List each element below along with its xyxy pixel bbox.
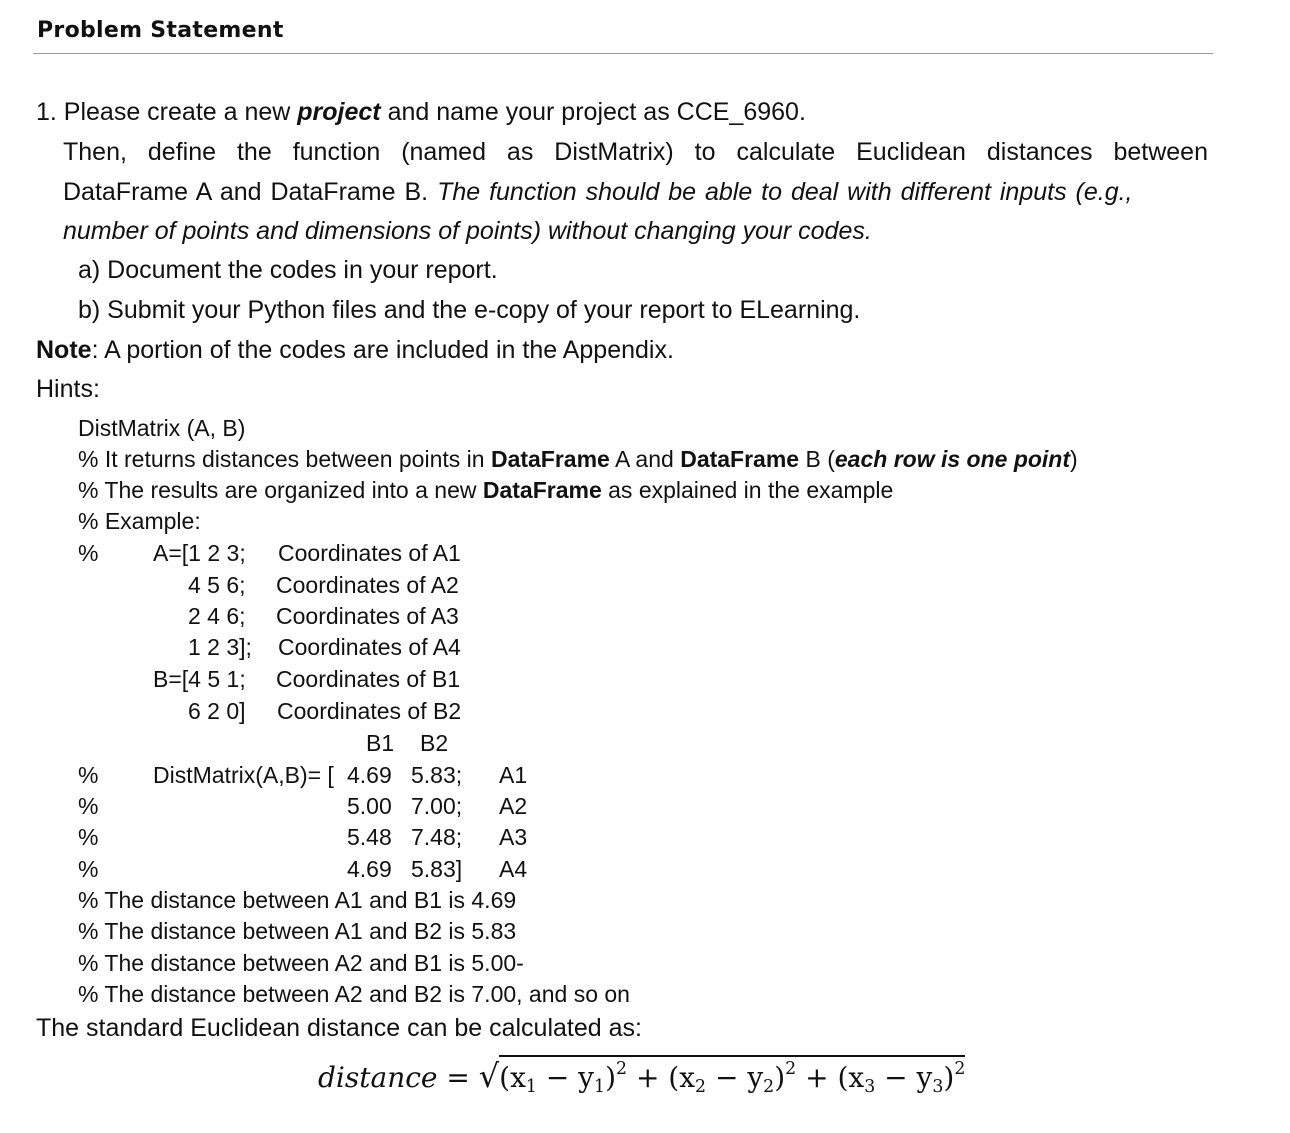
matrix-b-row-1-label: Coordinates of B1 — [276, 666, 461, 692]
f-s2: 2 — [695, 1077, 707, 1098]
dist-cell: 5.83; — [411, 762, 463, 788]
q1-line2-word: DistMatrix) — [554, 138, 674, 166]
f-m2: − y — [706, 1061, 764, 1095]
note-text: : A portion of the codes are included in the Appendix. — [91, 336, 674, 364]
hint-l2-f: each row is one point — [834, 446, 1071, 472]
distance-note: % The distance between A1 and B1 is 4.69 — [78, 887, 517, 913]
matrix-a-row-3-label: Coordinates of A3 — [276, 603, 459, 629]
dist-row-label: A2 — [499, 793, 528, 819]
q1-line2-word: Then, — [63, 138, 127, 166]
hint-l3-c: as explained in the example — [601, 477, 894, 503]
q1-line4 — [63, 217, 872, 246]
q1-line3 — [63, 178, 1133, 207]
col-header-b1: B1 — [366, 730, 395, 756]
matrix-a-row-2: 4 5 6; — [188, 572, 246, 598]
hint-signature: DistMatrix (A, B) — [78, 415, 246, 441]
note-line — [36, 336, 674, 365]
f-s1: 1 — [525, 1077, 537, 1098]
q1-line2-word: define — [147, 138, 217, 166]
q1-line2-word: distances — [986, 138, 1093, 166]
hint-l2-a: % It returns distances between points in — [78, 446, 491, 472]
q1-line2-word: Euclidean — [856, 138, 966, 166]
dist-cell: 5.48 — [347, 824, 392, 850]
f-p2: 2 — [785, 1059, 797, 1079]
dist-cell: 4.69 — [347, 856, 392, 882]
pct-marker: % — [78, 793, 99, 819]
matrix-a-row-1-label: Coordinates of A1 — [278, 540, 461, 566]
dist-cell: 5.83] — [411, 856, 463, 882]
q1-line3-plain: DataFrame A and DataFrame B. — [63, 178, 429, 206]
formula-equals: = — [446, 1061, 470, 1095]
f-s1b: 1 — [594, 1077, 606, 1098]
distance-note: % The distance between A2 and B2 is 7.00, and so on — [78, 981, 630, 1007]
q1-line4-italic: number of points and dimensions of points) without changing your codes. — [63, 217, 872, 245]
q1-line2-word: as — [506, 138, 534, 166]
pct-marker: % — [78, 540, 99, 566]
distmatrix-call: DistMatrix(A,B)= [ — [153, 762, 334, 788]
hint-l2-c: A and — [609, 446, 681, 472]
q1-line2 — [63, 138, 1208, 167]
f-plus2: + (x — [796, 1061, 865, 1095]
hint-returns-line — [78, 446, 1078, 473]
distance-note: % The distance between A2 and B1 is 5.00- — [78, 950, 524, 976]
hint-results-line — [78, 477, 893, 504]
f-t1: (x — [499, 1061, 526, 1095]
note-label: Note — [36, 336, 92, 364]
q1-line2-word: the — [236, 138, 272, 166]
hint-l3-b: DataFrame — [482, 477, 602, 503]
f-s2b: 2 — [763, 1077, 775, 1098]
f-c2: ) — [774, 1061, 786, 1095]
q1-line1-rest: and name your project as CCE_6960. — [380, 98, 806, 126]
f-m3: − y — [875, 1061, 933, 1095]
matrix-b-row-2: 6 2 0] — [188, 698, 246, 724]
dist-cell: 7.00; — [411, 793, 463, 819]
q1-line1-text: 1. Please create a new — [36, 98, 298, 126]
f-c3: ) — [943, 1061, 955, 1095]
q1-line2-word: function — [292, 138, 381, 166]
dist-row-label: A4 — [499, 856, 528, 882]
q1-line3-italic: The function should be able to deal with different inputs (e.g., — [437, 178, 1133, 206]
q1-line2-word: to — [694, 138, 716, 166]
sqrt-icon: √ — [478, 1057, 500, 1096]
f-s3b: 3 — [932, 1077, 944, 1098]
q1-line1 — [36, 98, 806, 127]
formula-intro: The standard Euclidean distance can be calculated as: — [36, 1014, 642, 1042]
matrix-a-row-4-label: Coordinates of A4 — [278, 634, 461, 660]
q1-line2-word: between — [1113, 138, 1208, 166]
hints-label: Hints: — [36, 375, 100, 403]
hint-l2-g: ) — [1070, 446, 1078, 472]
q1-item-b: b) Submit your Python files and the e-copy of your report to ELearning. — [78, 296, 861, 324]
f-p3: 2 — [954, 1059, 966, 1079]
hint-l2-b: DataFrame — [490, 446, 610, 472]
dist-row-label: A1 — [499, 762, 528, 788]
pct-marker: % — [78, 824, 99, 850]
formula-lhs: distance — [318, 1061, 438, 1095]
f-plus1: + (x — [627, 1061, 696, 1095]
dist-cell: 7.48; — [411, 824, 463, 850]
distance-note: % The distance between A1 and B2 is 5.83 — [78, 918, 517, 944]
q1-line2-word: (named — [401, 138, 486, 166]
matrix-b-row-1: B=[4 5 1; — [153, 666, 246, 692]
pct-marker: % — [78, 762, 99, 788]
hint-l2-d: DataFrame — [680, 446, 800, 472]
dist-cell: 4.69 — [347, 762, 392, 788]
q1-project-emph: project — [297, 98, 381, 126]
q1-line2-word: calculate — [736, 138, 836, 166]
dist-row-label: A3 — [499, 824, 528, 850]
dist-cell: 5.00 — [347, 793, 392, 819]
hint-example-label: % Example: — [78, 508, 201, 534]
page-title: Problem Statement — [37, 18, 284, 43]
title-divider — [33, 53, 1213, 54]
matrix-a-row-3: 2 4 6; — [188, 603, 246, 629]
hint-l3-a: % The results are organized into a new — [78, 477, 483, 503]
f-c1: ) — [605, 1061, 616, 1095]
f-m1: − y — [536, 1061, 595, 1095]
hint-l2-e: B ( — [799, 446, 835, 472]
pct-marker: % — [78, 856, 99, 882]
formula-radicand — [499, 1055, 965, 1097]
euclidean-formula — [318, 1055, 965, 1097]
matrix-a-row-4: 1 2 3]; — [188, 634, 252, 660]
f-s3: 3 — [864, 1077, 876, 1098]
matrix-b-row-2-label: Coordinates of B2 — [277, 698, 462, 724]
matrix-a-row-1: A=[1 2 3; — [153, 540, 246, 566]
matrix-a-row-2-label: Coordinates of A2 — [276, 572, 459, 598]
q1-item-a: a) Document the codes in your report. — [78, 256, 498, 284]
f-p1: 2 — [616, 1059, 628, 1079]
col-header-b2: B2 — [420, 730, 449, 756]
